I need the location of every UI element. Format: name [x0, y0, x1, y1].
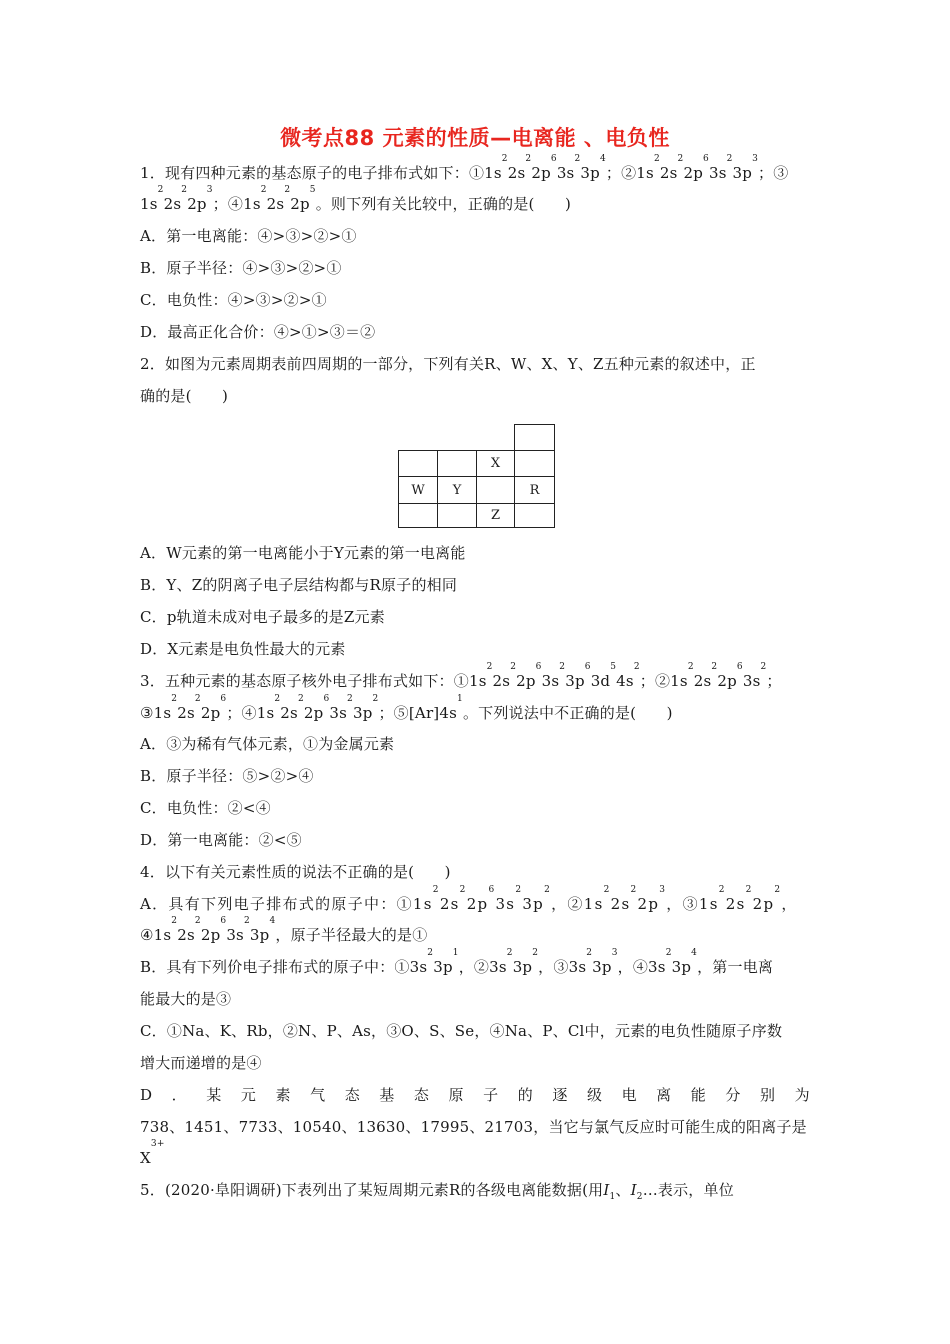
table-cell	[514, 424, 555, 451]
q1-option-a: A．第一电离能：④>③>②>①	[140, 227, 357, 245]
q2-option-d: D．X元素是电负性最大的元素	[140, 640, 346, 658]
q1-option-c: C．电负性：④>③>②>①	[140, 291, 327, 309]
q2-option-a: A．W元素的第一电离能小于Y元素的第一电离能	[140, 544, 466, 562]
q4-stem: 4．以下有关元素性质的说法不正确的是( )	[140, 863, 451, 881]
table-cell	[398, 503, 438, 528]
table-cell	[398, 450, 438, 477]
table-cell-y: Y	[437, 476, 477, 504]
q3-line-2: $③1s^22s^22p^6$；$④1s^22s^22p^63s^23p^2$；$⑤[Ar]4s^1$。下列说法中不正确的是( )	[140, 694, 673, 722]
q2-line-1: 2．如图为元素周期表前四周期的一部分，下列有关R、W、X、Y、Z五种元素的叙述中，正	[140, 355, 756, 373]
q3-line-1: 3．五种元素的基态原子核外电子排布式如下：$①1s^22s^22p^63s^23p^63d^54s^2$；$②1s^22s^22p^63s^2$；	[140, 662, 782, 690]
q1-line-2: $1s^22s^22p^3$；$④1s^22s^22p^5$。则下列有关比较中，正确的是( )	[140, 185, 572, 213]
table-cell	[476, 476, 515, 504]
table-cell	[514, 503, 555, 528]
page-title: 微考点88 元素的性质—电离能 、电负性	[280, 126, 670, 150]
q4-option-b-line-2: 能最大的是③	[140, 990, 232, 1008]
table-cell-w: W	[398, 476, 438, 504]
q1-option-b: B．原子半径：④>③>②>①	[140, 259, 342, 277]
table-cell	[437, 450, 477, 477]
q4-option-c-line-2: 增大而递增的是④	[140, 1054, 262, 1072]
q2-option-c: C．p轨道未成对电子最多的是Z元素	[140, 608, 385, 626]
q3-option-d: D．第一电离能：②<⑤	[140, 831, 302, 849]
q3-option-c: C．电负性：②<④	[140, 799, 271, 817]
q2-option-b: B．Y、Z的阴离子电子层结构都与R原子的相同	[140, 576, 458, 594]
q4-option-a-line-1: A．具有下列电子排布式的原子中：$①1s^22s^22p^63s^23p^2$，$②1s^22s^22p^3$，$③1s^22s^22p^2$，	[140, 885, 798, 913]
q1-line-1: 1．现有四种元素的基态原子的电子排布式如下：$①1s^22s^22p^63s^23p^4$；$②1s^22s^22p^63s^23p^3$；③	[140, 154, 789, 182]
q3-option-a: A．③为稀有气体元素，①为金属元素	[140, 735, 395, 753]
q5-line-1: 5．(2020·阜阳调研)下表列出了某短周期元素R的各级电离能数据(用$I_1$、$I_2\dots$表示，单位	[140, 1181, 734, 1202]
q4-option-a-line-2: $④1s^22s^22p^63s^23p^4$，原子半径最大的是①	[140, 916, 428, 944]
table-cell	[514, 450, 555, 477]
q4-option-c-line-1: C．①Na、K、Rb，②N、P、As，③O、S、Se，④Na、P、Cl中，元素的电负性随原子序数	[140, 1022, 783, 1040]
q3-option-b: B．原子半径：⑤>②>④	[140, 767, 314, 785]
q4-option-d-line-2: 738、1451、7733、10540、13630、17995、21703，当它与氯气反应时可能生成的阳离子是	[140, 1118, 807, 1136]
q1-option-d: D．最高正化合价：④>①>③＝②	[140, 323, 376, 341]
q4-option-d-line-1: D ． 某 元 素 气 态 基 态 原 子 的 逐 级 电 离 能 分 别 为	[140, 1086, 810, 1104]
q4-option-b-line-1: B．具有下列价电子排布式的原子中：$①3s^23p^1$，$②3s^23p^2$，$③3s^23p^3$，$④3s^23p^4$，第一电离	[140, 948, 774, 976]
table-cell-r: R	[514, 476, 555, 504]
table-cell-x: X	[476, 450, 515, 477]
q2-line-2: 确的是( )	[140, 387, 229, 405]
table-cell	[437, 503, 477, 528]
table-cell-z: Z	[476, 503, 515, 528]
q4-option-d-line-3: $X^{3+}$	[140, 1139, 165, 1167]
